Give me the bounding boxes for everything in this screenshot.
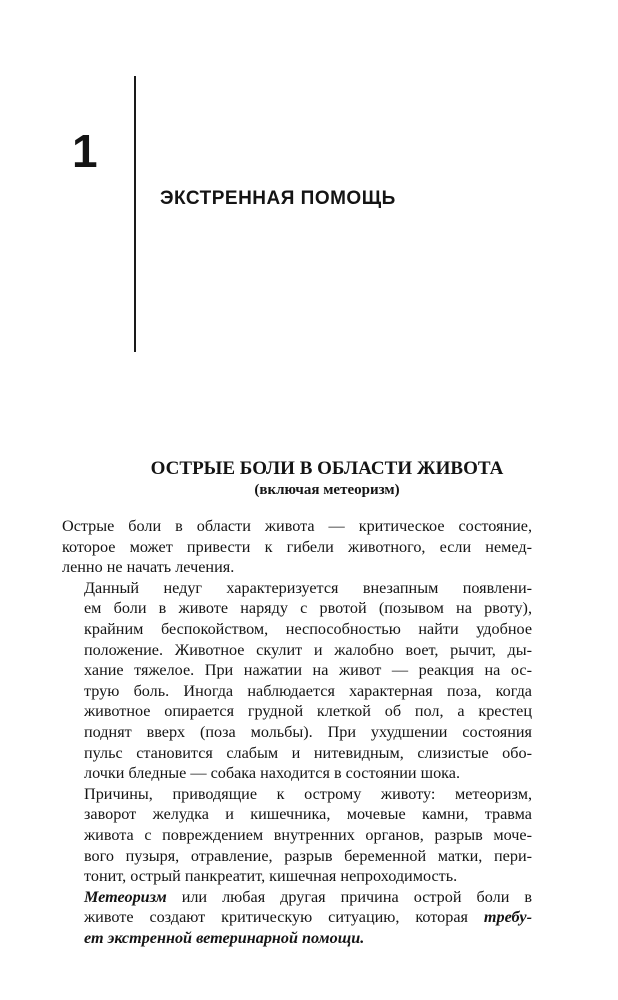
text-fragment: или любая другая причина острой боли в [166,887,532,906]
text-line: крайним беспокойством, неспособностью найти удобное [84,619,532,638]
text-line: ем боли в животе наряду с рвотой (позывом на рвоту), [84,599,532,618]
section-heading: ОСТРЫЕ БОЛИ В ОБЛАСТИ ЖИВОТА [150,458,504,479]
paragraph-4 [62,887,532,949]
text-fragment: животе создают критическую ситуацию, которая [84,908,484,927]
text-line [62,907,532,928]
paragraph-3 [62,784,532,887]
text-line: животное опирается грудной клеткой об пол, а крестец [84,702,532,721]
paragraph-2 [62,578,532,784]
body-text [62,516,532,948]
emphasis-phrase: требу- [483,908,532,927]
text-line: Острые боли в области живота — критическое состояние, [62,517,532,535]
text-line: которое может привести к гибели животного, если немед- [62,537,532,556]
chapter-divider-rule [134,76,136,352]
text-line: ленно не начать лечения. [62,558,235,577]
text-line: хание тяжелое. При нажатии на живот — реакция на ос- [84,661,532,680]
text-line [62,928,532,949]
text-line: поднят вверх (поза мольбы). При ухудшении состояния [84,722,532,741]
text-line: тонит, острый панкреатит, кишечная непроходимость. [84,867,458,886]
text-line: Причины, приводящие к острому животу: метеоризм, [84,784,532,803]
chapter-title: ЭКСТРЕННАЯ ПОМОЩЬ [160,188,396,209]
emphasis-phrase: ет экстренной ветеринарной помощи. [84,928,365,947]
text-line [62,887,532,908]
emphasis-term: Метеоризм [84,887,167,906]
text-line: положение. Животное скулит и жалобно воет, рычит, ды- [84,640,532,659]
paragraph-1 [62,516,532,578]
text-line: вого пузыря, отравление, разрыв беременной матки, пери- [84,846,532,865]
section-subheading: (включая метеоризм) [254,482,400,498]
text-line: заворот желудка и кишечника, мочевые камни, травма [84,805,532,824]
text-line: трую боль. Иногда наблюдается характерная поза, когда [84,681,532,700]
text-line: живота с повреждением внутренних органов, разрыв моче- [84,825,532,844]
chapter-number: 1 [72,125,97,177]
text-line: лочки бледные — собака находится в состоянии шока. [84,764,461,783]
text-line: Данный недуг характеризуется внезапным появлени- [84,578,532,597]
text-line: пульс становится слабым и нитевидным, слизистые обо- [84,743,532,762]
